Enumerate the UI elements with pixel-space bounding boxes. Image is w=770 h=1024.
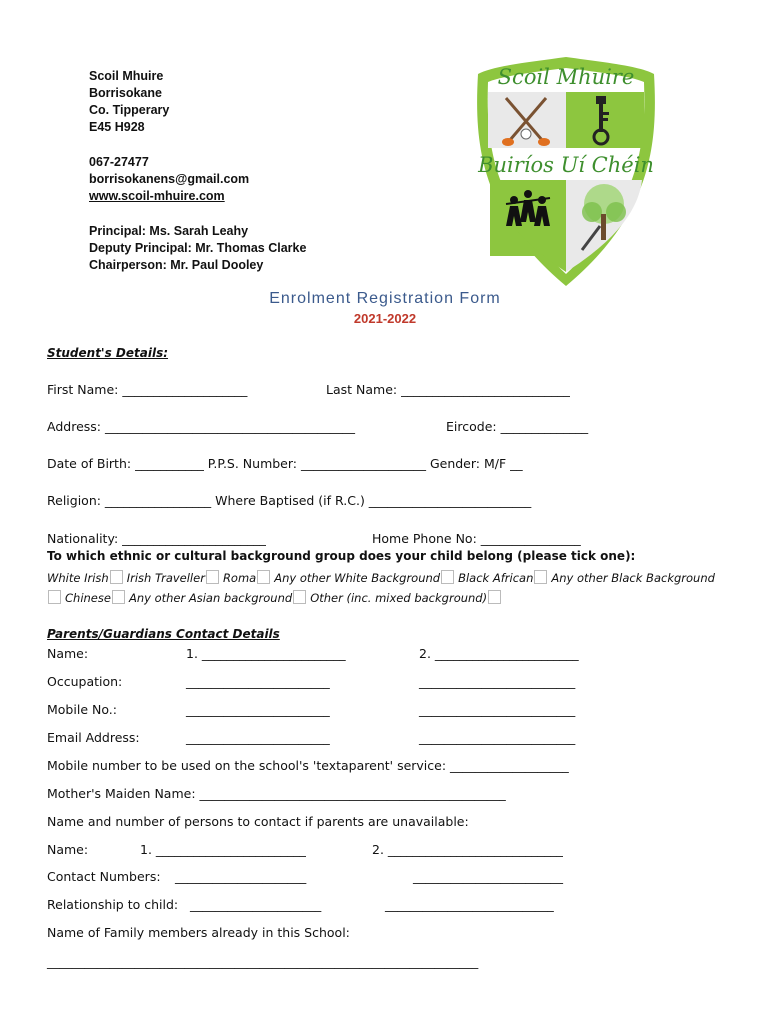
relationship-2-field[interactable]: ___________________________ [385,897,554,912]
ethnic-question: To which ethnic or cultural background group does your child belong (please tick one): [47,549,636,563]
contact-numbers-1-field[interactable]: _____________________ [175,869,307,884]
deputy-principal: Deputy Principal: Mr. Thomas Clarke [89,241,307,255]
contact-numbers-label: Contact Numbers: [47,869,161,884]
parents-heading: Parents/Guardians Contact Details [47,627,280,641]
dob-pps-gender-row[interactable]: Date of Birth: ___________ P.P.S. Number: ____________________ Gender: M/F __ [47,456,523,471]
option-irish-traveller: Irish Traveller [126,571,205,585]
mobile-1-field[interactable]: _______________________ [186,702,330,717]
email-1-field[interactable]: _______________________ [186,730,330,745]
contact-intro: Name and number of persons to contact if parents are unavailable: [47,814,469,829]
form-year: 2021-2022 [353,311,417,326]
option-chinese: Chinese [65,591,111,605]
checkbox-other-white[interactable] [441,570,454,584]
occupation-label: Occupation: [47,674,123,689]
checkbox-white-irish[interactable] [110,570,123,584]
relationship-1-field[interactable]: _____________________ [190,897,322,912]
parent-name-1-field[interactable]: 1. _______________________ [186,646,346,661]
last-name-field[interactable]: Last Name: ___________________________ [326,382,570,397]
school-phone: 067-27477 [89,155,149,169]
option-other-mixed: Other (inc. mixed background) [310,591,488,605]
ethnic-options-row2 [47,590,505,605]
school-address-line2: Co. Tipperary [89,103,170,117]
crest-mid-text: Buiríos Uí Chéin [478,153,654,177]
school-address-line1: Borrisokane [89,86,162,100]
parent-name-2-field[interactable]: 2. _______________________ [419,646,579,661]
option-other-black: Any other Black Background [551,571,715,585]
email-2-field[interactable]: _________________________ [419,730,576,745]
religion-row[interactable]: Religion: _________________ Where Baptised (if R.C.) __________________________ [47,493,532,508]
option-other-white: Any other White Background [274,571,441,585]
option-black-african: Black African [458,571,534,585]
checkbox-roma[interactable] [257,570,270,584]
parent-name-label: Name: [47,646,89,661]
checkbox-other-asian[interactable] [293,590,306,604]
mobile-2-field[interactable]: _________________________ [419,702,576,717]
email-label: Email Address: [47,730,140,745]
contact-name-label: Name: [47,842,89,857]
crest-top-text: Scoil Mhuire [497,65,635,89]
family-members-field[interactable]: _____________________________________________________________________ [47,954,479,969]
checkbox-other-black[interactable] [48,590,61,604]
checkbox-chinese[interactable] [112,590,125,604]
contact-name-1-field[interactable]: 1. ________________________ [140,842,306,857]
occupation-1-field[interactable]: _______________________ [186,674,330,689]
textaparent-field[interactable]: Mobile number to be used on the school's 'textaparent' service: ___________________ [47,758,569,773]
first-name-field[interactable]: First Name: ____________________ [47,382,248,397]
contact-name-2-field[interactable]: 2. ____________________________ [372,842,563,857]
address-field[interactable]: Address: ________________________________________ [47,419,355,434]
option-roma: Roma [222,571,257,585]
form-title: Enrolment Registration Form [269,290,501,307]
school-postcode: E45 H928 [89,120,145,134]
mobile-label: Mobile No.: [47,702,117,717]
family-members-label: Name of Family members already in this School: [47,925,350,940]
maiden-name-field[interactable]: Mother's Maiden Name: _________________________________________________ [47,786,506,801]
ethnic-options-row1 [47,570,715,585]
chairperson: Chairperson: Mr. Paul Dooley [89,258,264,272]
school-name: Scoil Mhuire [89,69,164,83]
option-other-asian: Any other Asian background [128,591,293,605]
option-white-irish: White Irish [47,571,109,585]
school-email[interactable]: borrisokanens@gmail.com [89,172,250,186]
occupation-2-field[interactable]: _________________________ [419,674,576,689]
checkbox-irish-traveller[interactable] [206,570,219,584]
home-phone-field[interactable]: Home Phone No: ________________ [372,531,581,546]
nationality-field[interactable]: Nationality: _______________________ [47,531,266,546]
principal: Principal: Ms. Sarah Leahy [89,224,249,238]
contact-numbers-2-field[interactable]: ________________________ [413,869,563,884]
school-website[interactable]: www.scoil-mhuire.com [89,189,225,203]
school-crest-logo [470,54,662,292]
checkbox-black-african[interactable] [534,570,547,584]
relationship-label: Relationship to child: [47,897,179,912]
checkbox-other-mixed[interactable] [488,590,501,604]
eircode-field[interactable]: Eircode: ______________ [446,419,589,434]
student-details-heading: Student's Details: [47,346,169,360]
